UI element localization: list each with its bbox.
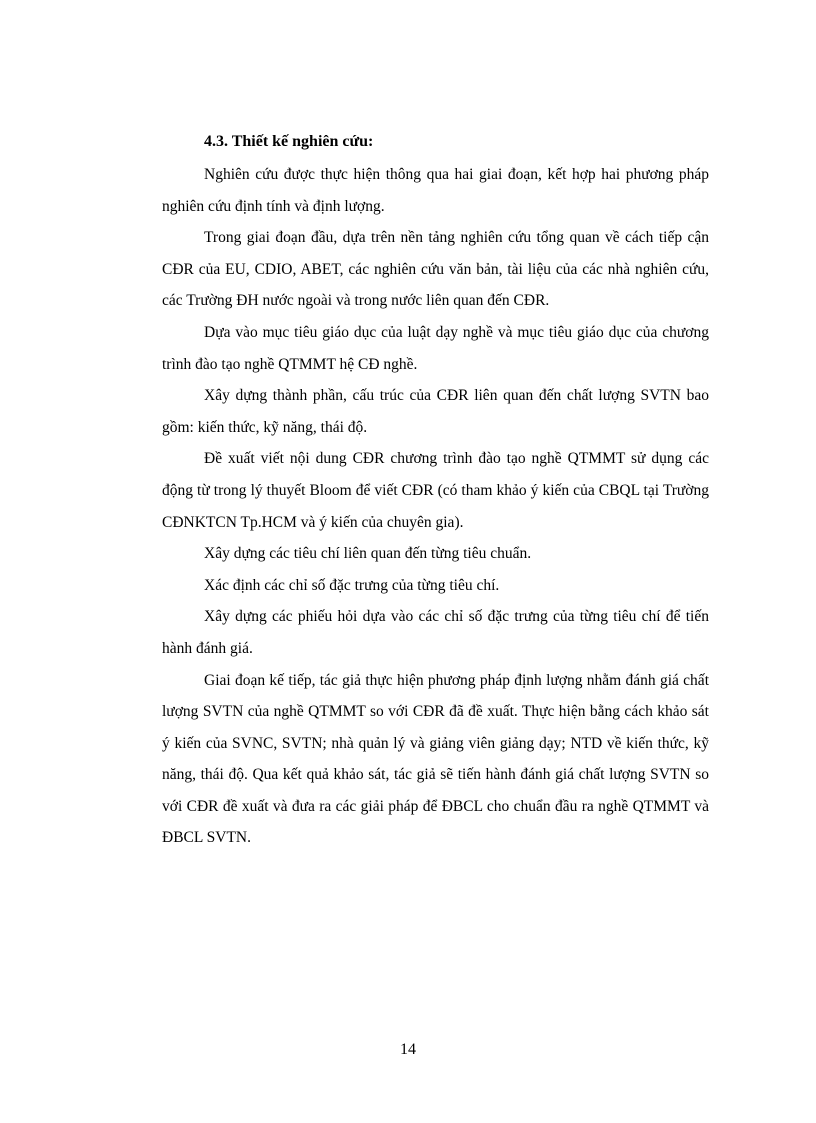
paragraph-cdr-structure: Xây dựng thành phần, cấu trúc của CĐR liên quan đến chất lượng SVTN bao gồm: kiến thức, kỹ năng, thái độ. — [162, 387, 709, 436]
page-content — [162, 127, 709, 854]
paragraph-second-phase: Giai đoạn kế tiếp, tác giả thực hiện phương pháp định lượng nhằm đánh giá chất lượng SVTN của nghề QTMMT so với CĐR đã đề xuất. Thực hiện bằng cách khảo sát ý kiến của SVNC, SVTN; nhà quản lý và giảng viên giảng dạy; NTD về kiến thức, kỹ năng, thái độ. Qua kết quả khảo sát, tác giả sẽ tiến hành đánh giá chất lượng SVTN so với CĐR đề xuất và đưa ra các giải pháp để ĐBCL cho chuẩn đầu ra nghề QTMMT và ĐBCL SVTN. — [162, 671, 709, 847]
paragraph-questionnaires: Xây dựng các phiếu hỏi dựa vào các chỉ số đặc trưng của từng tiêu chí để tiến hành đánh giá. — [162, 608, 709, 657]
paragraph-education-goals: Dựa vào mục tiêu giáo dục của luật dạy nghề và mục tiêu giáo dục của chương trình đào tạo nghề QTMMT hệ CĐ nghề. — [162, 323, 709, 373]
paragraph-first-phase: Trong giai đoạn đầu, dựa trên nền tảng nghiên cứu tổng quan về cách tiếp cận CĐR của EU, CDIO, ABET, các nghiên cứu văn bản, tài liệu của các nhà nghiên cứu, các Trường ĐH nước ngoài và trong nước liên quan đến CĐR. — [162, 229, 709, 310]
page-number: 14 — [400, 1041, 416, 1058]
paragraph-criteria: Xây dựng các tiêu chí liên quan đến từng tiêu chuẩn. — [204, 545, 532, 563]
paragraph-two-phases: Nghiên cứu được thực hiện thông qua hai giai đoạn, kết hợp hai phương pháp nghiên cứu định tính và định lượng. — [162, 166, 709, 215]
paragraph-cdr-content: Đề xuất viết nội dung CĐR chương trình đào tạo nghề QTMMT sử dụng các động từ trong lý thuyết Bloom để viết CĐR (có tham khảo ý kiến của CBQL tại Trường CĐNKTCN Tp.HCM và ý kiến của chuyên gia). — [162, 450, 709, 531]
section-heading: 4.3. Thiết kế nghiên cứu: — [204, 133, 374, 150]
paragraph-indicators: Xác định các chỉ số đặc trưng của từng tiêu chí. — [204, 576, 500, 594]
